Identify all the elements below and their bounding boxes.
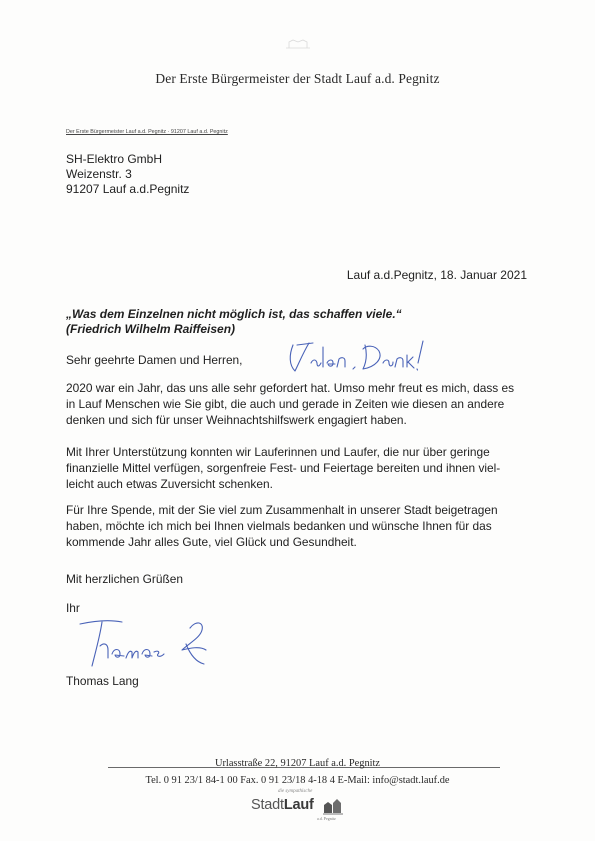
letterhead-title: Der Erste Bürgermeister der Stadt Lauf a.d. Pegnitz xyxy=(155,71,440,86)
signer-name: Thomas Lang xyxy=(66,674,139,688)
paragraph-1-line-1: 2020 war ein Jahr, das uns alle sehr gefordert hat. Umso mehr freut es mich, dass es xyxy=(66,381,515,395)
quote-text: „Was dem Einzelnen nicht möglich ist, das schaffen viele.“ xyxy=(66,307,402,321)
logo-emblem-icon xyxy=(322,797,344,815)
logo-subtitle: a.d. Pegnitz xyxy=(317,816,336,821)
recipient-street: Weizenstr. 3 xyxy=(66,167,132,181)
footer-address: Urlasstraße 22, 91207 Lauf a.d. Pegnitz xyxy=(214,758,381,769)
paragraph-2-line-1: Mit Ihrer Unterstützung konnten wir Lauferinnen und Laufer, die nur über geringe xyxy=(66,445,490,459)
paragraph-2-line-2: finanzielle Mittel verfügen, sorgenfreie Fest- und Feiertage bereiten und ihnen viel- xyxy=(66,461,501,475)
handwritten-thanks-note xyxy=(283,337,433,377)
paragraph-1 xyxy=(66,380,531,428)
logo-text-stadt: Stadt xyxy=(251,797,284,813)
paragraph-3 xyxy=(66,502,531,550)
paragraph-3-line-3: kommende Jahr alles Gute, viel Glück und Gesundheit. xyxy=(66,535,357,549)
quote-block xyxy=(66,307,402,337)
logo-text-lauf: Lauf xyxy=(283,797,314,813)
letter-date: Lauf a.d.Pegnitz, 18. Januar 2021 xyxy=(346,268,527,282)
recipient-name: SH-Elektro GmbH xyxy=(66,152,163,166)
salutation: Sehr geehrte Damen und Herren, xyxy=(66,353,243,367)
paragraph-2-line-3: leicht auch etwas Zuversicht schenken. xyxy=(66,477,273,491)
closing-greeting: Mit herzlichen Grüßen xyxy=(66,572,183,586)
logo-tagline: die sympathische xyxy=(278,789,313,794)
paragraph-3-line-1: Für Ihre Spende, mit der Sie viel zum Zusammenhalt in unserer Stadt beigetragen xyxy=(66,503,498,517)
recipient-city: 91207 Lauf a.d.Pegnitz xyxy=(66,182,190,196)
footer-contact: Tel. 0 91 23/1 84-1 00 Fax. 0 91 23/18 4-18 4 E-Mail: info@stadt.lauf.de xyxy=(145,775,450,786)
city-crest-icon xyxy=(280,36,316,52)
sender-return-line: Der Erste Bürgermeister Lauf a.d. Pegnitz · 91207 Lauf a.d. Pegnitz xyxy=(66,129,228,135)
paragraph-3-line-2: haben, möchte ich mich bei Ihnen vielmals bedanken und wünsche Ihnen für das xyxy=(66,519,492,533)
handwritten-signature xyxy=(78,614,218,674)
quote-author: (Friedrich Wilhelm Raiffeisen) xyxy=(66,322,236,336)
closing-ihr: Ihr xyxy=(66,601,80,615)
recipient-address xyxy=(66,152,189,197)
paragraph-2 xyxy=(66,444,531,492)
stadt-lauf-logo xyxy=(251,797,314,813)
paragraph-1-line-3: denken und sich für unser Weihnachtshilfswerk engagiert haben. xyxy=(66,413,407,427)
paragraph-1-line-2: in Lauf Menschen wie Sie gibt, die auch und gerade in Zeiten wie diesen an andere xyxy=(66,397,505,411)
